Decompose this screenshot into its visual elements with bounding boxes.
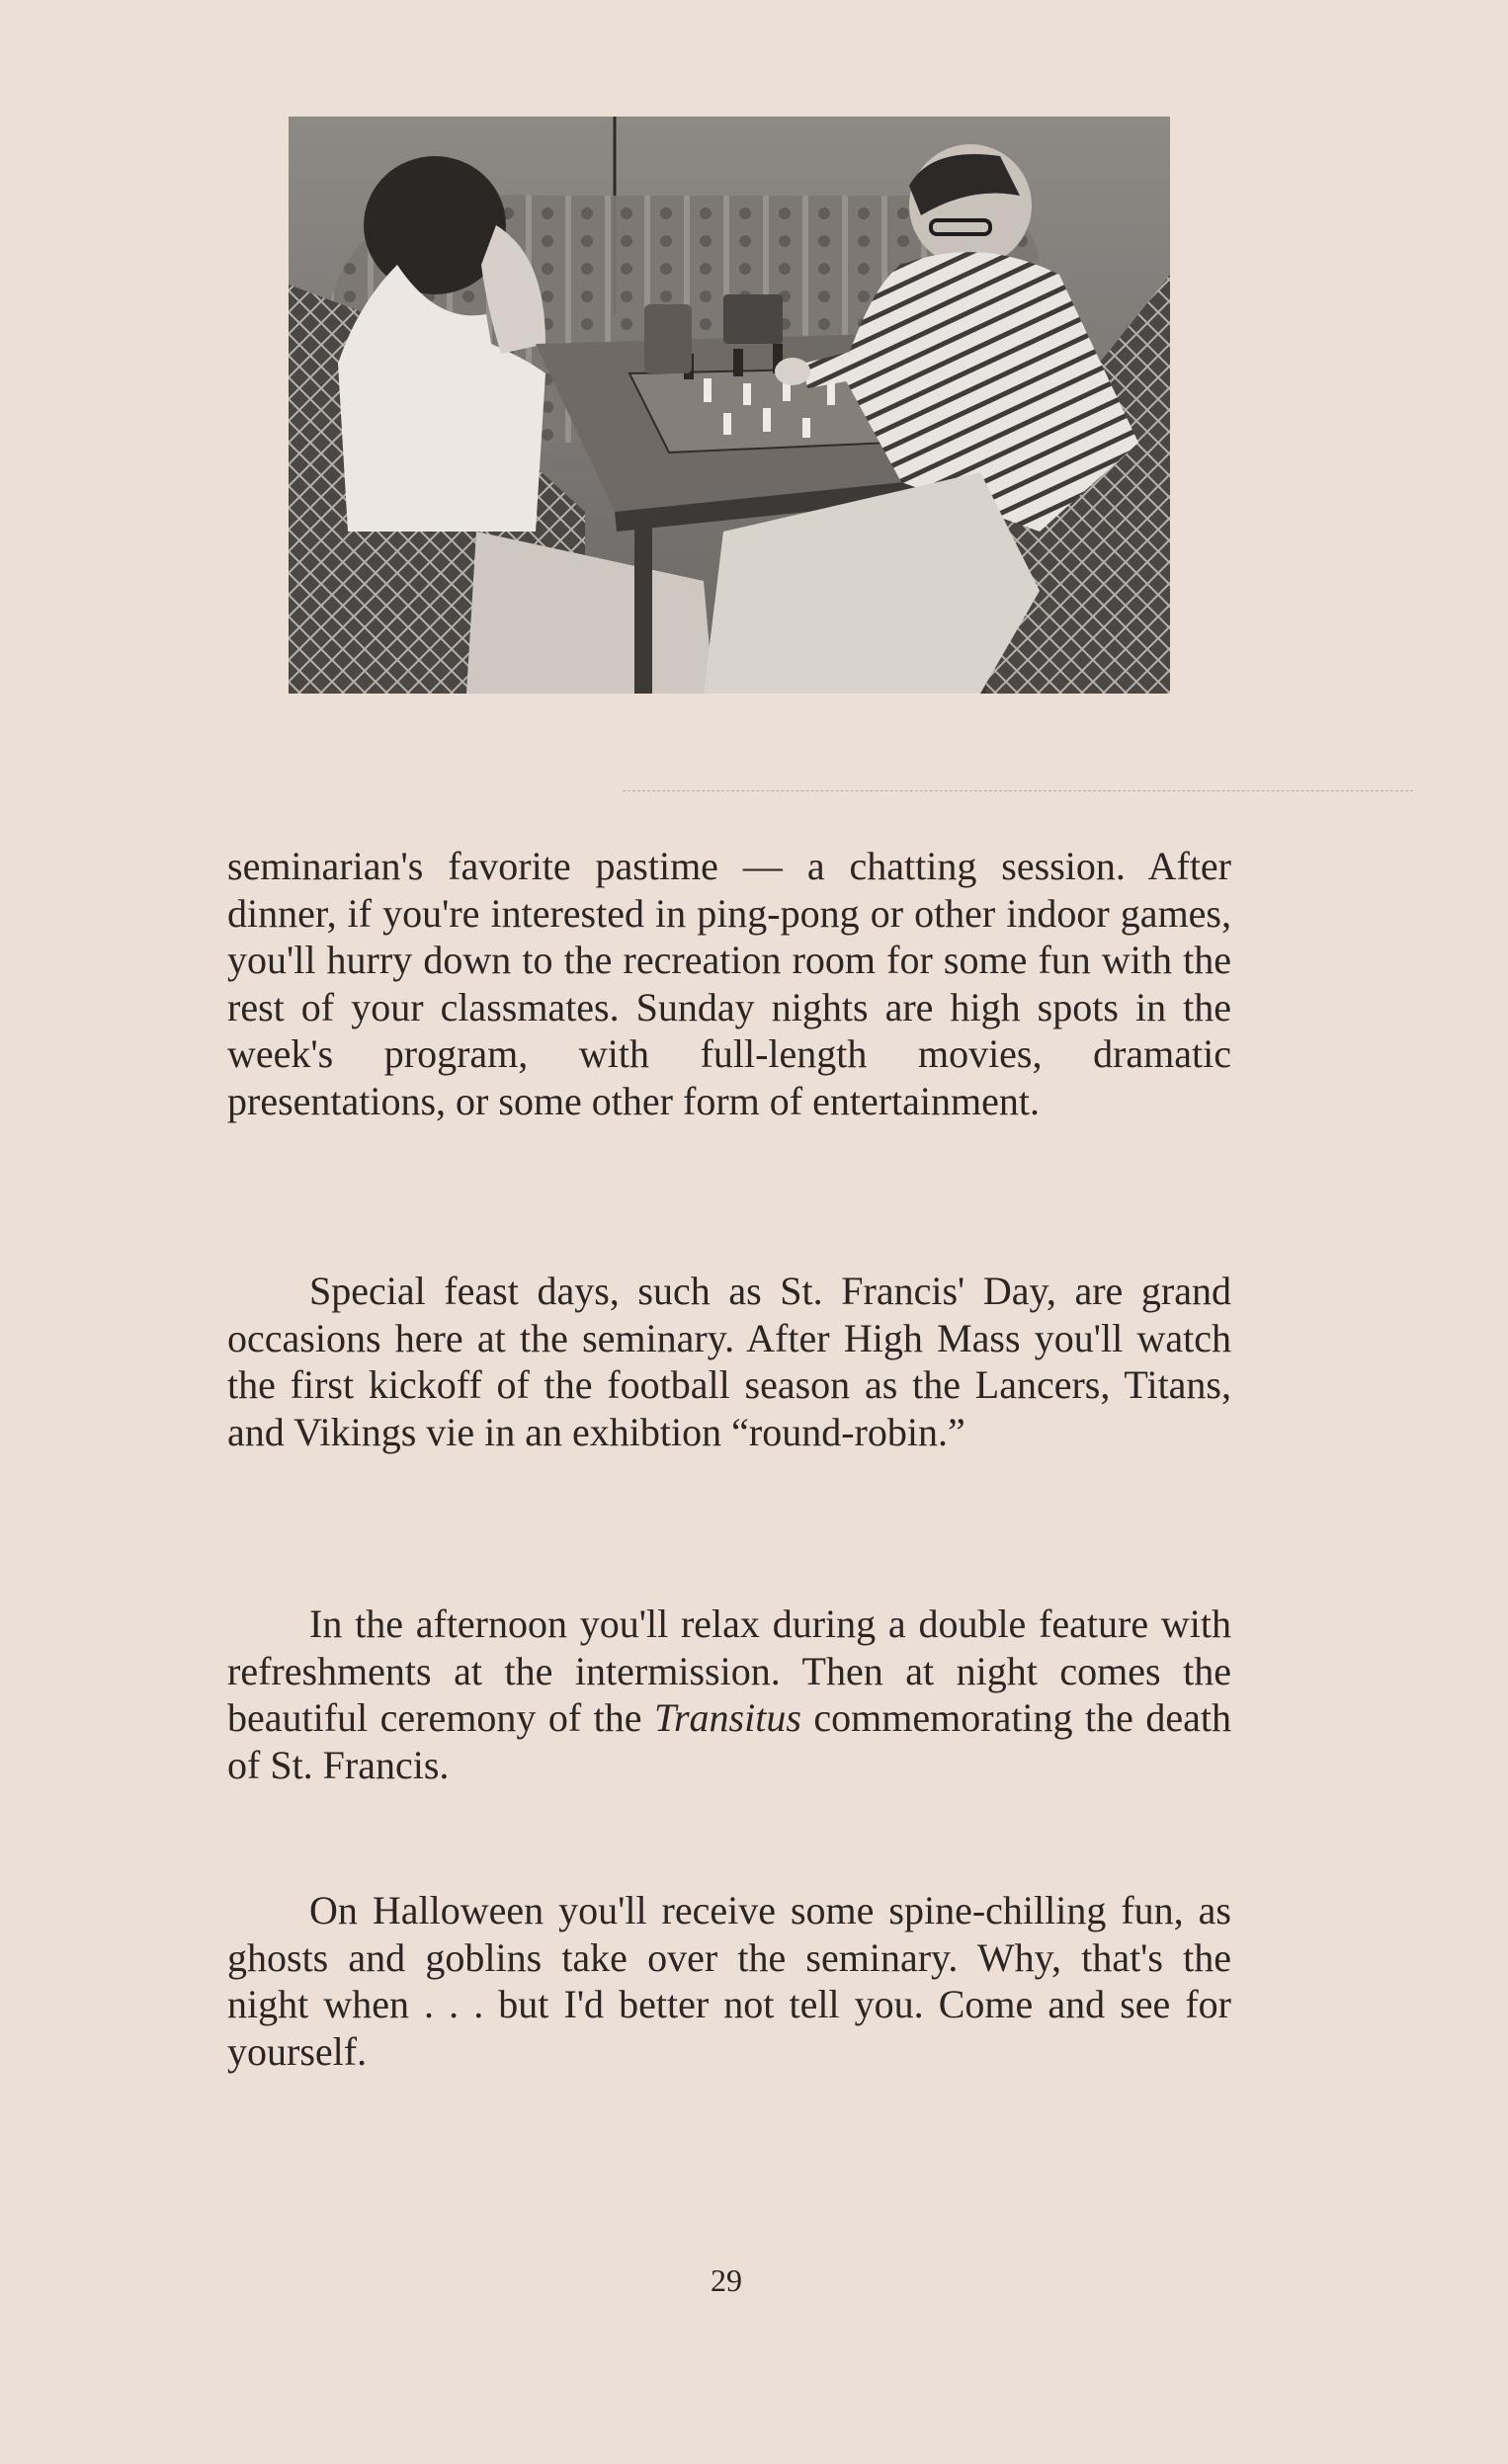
paragraph-3-text-start: In the afternoon you'll relax during a double feature with refreshments at the intermission. Then at night comes the beautiful ceremony of the [227, 1602, 1231, 1740]
paragraph-3 [227, 1601, 1231, 1788]
paragraph-3-text-end: commemorating the death of St. Francis. [227, 1695, 1231, 1787]
decorative-rule [623, 790, 1413, 791]
chess-photo [289, 117, 1170, 694]
page-number: 29 [711, 2262, 742, 2298]
paragraph-2: Special feast days, such as St. Francis' Day, are grand occasions here at the seminary. After High Mass you'll watch the first kickoff of the football season as the Lancers, Titans, and Vikings vie in an exhibtion “round-robin.” [227, 1269, 1231, 1454]
paragraph-3-italic-term: Transitus [653, 1695, 801, 1740]
chess-photo-illustration [289, 117, 1170, 694]
paragraph-1: seminarian's favorite pastime — a chatting session. After dinner, if you're interested in ping-pong or other indoor games, you'll hurry down to the recreation room for some fun with the rest of your classmates. Sunday nights are high spots in the week's program, with full-length movies, dramatic presentations, or some other form of entertainment. [227, 844, 1231, 1123]
paragraph-4: On Halloween you'll receive some spine-chilling fun, as ghosts and goblins take over the seminary. Why, that's the night when . . . but I'd better not tell you. Come and see for yourself. [227, 1888, 1231, 2074]
